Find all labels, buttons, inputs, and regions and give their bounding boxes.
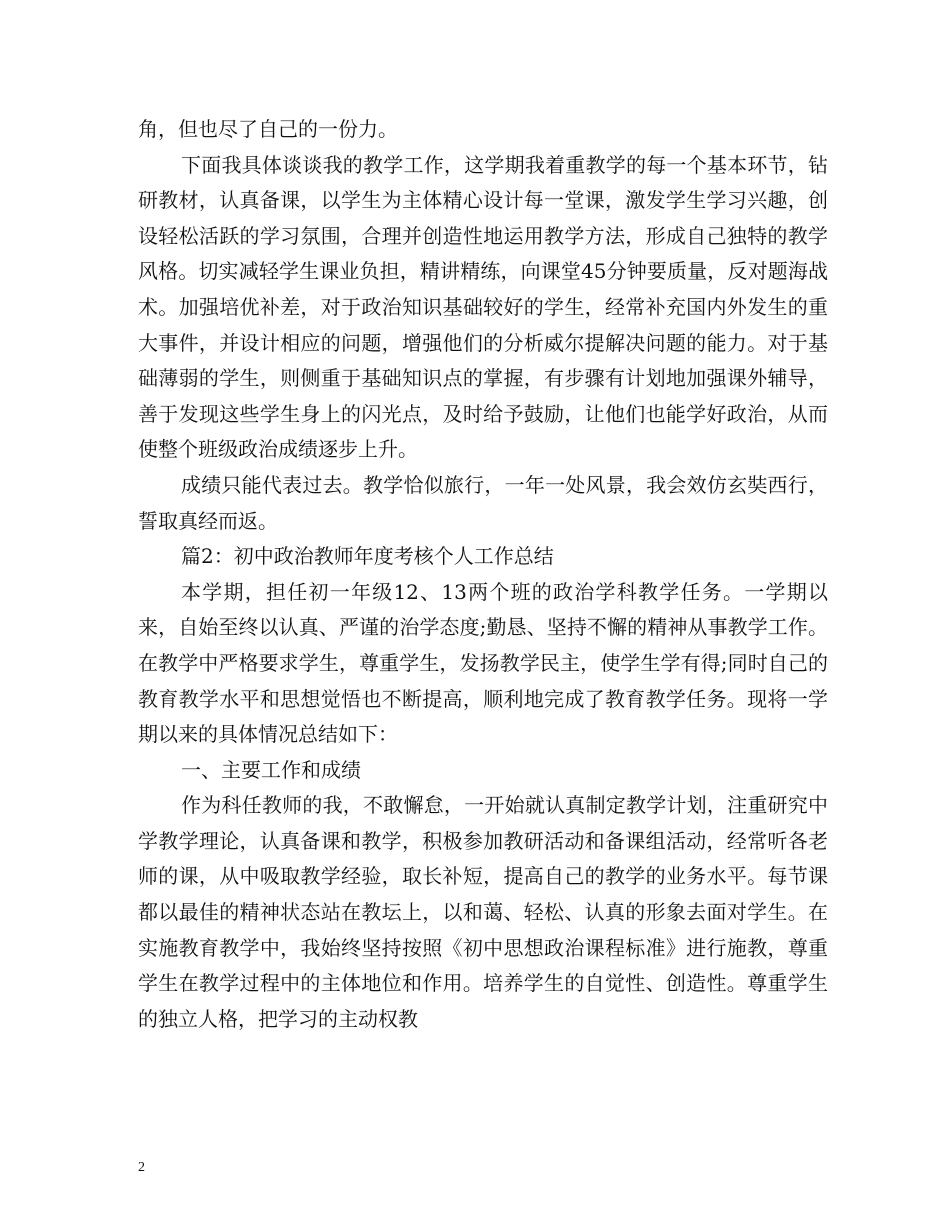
paragraph-results: 成绩只能代表过去。教学恰似旅行，一年一处风景，我会效仿玄奘西行，誓取真经而返。 bbox=[138, 472, 828, 533]
paragraph-continuation: 角，但也尽了自己的一份力。 bbox=[138, 117, 398, 141]
section-title: 篇2：初中政治教师年度考核个人工作总结 bbox=[181, 544, 554, 569]
body-text bbox=[138, 112, 828, 1037]
paragraph-teaching-work: 下面我具体谈谈我的教学工作，这学期我着重教学的每一个基本环节，钻研教材，认真备课，以学生为主体精心设计每一堂课，激发学生学习兴趣，创设轻松活跃的学习氛围，合理并创造性地运用教学方法，形成自己独特的教学风格。切实减轻学生课业负担，精讲精练，向课堂45分钟要质量，反对题海战术。加强培优补差，对于政治知识基础较好的学生，经常补充国内外发生的重大事件，并设计相应的问题，增强他们的分析威尔提解决问题的能力。对于基础薄弱的学生，则侧重于基础知识点的掌握，有步骤有计划地加强课外辅导，善于发现这些学生身上的闪光点，及时给予鼓励，让他们也能学好政治，从而使整个班级政治成绩逐步上升。 bbox=[138, 152, 828, 462]
page-number: 2 bbox=[138, 1160, 145, 1175]
paragraph-semester: 本学期，担任初一年级12、13两个班的政治学科教学任务。一学期以来，自始至终以认真、严谨的治学态度;勤恳、坚持不懈的精神从事教学工作。在教学中严格要求学生，尊重学生，发扬教学民主，使学生学有得;同时自己的教育教学水平和思想觉悟也不断提高，顺利地完成了教育教学任务。现将一学期以来的具体情况总结如下： bbox=[138, 579, 828, 747]
subsection-heading: 一、主要工作和成绩 bbox=[181, 757, 361, 782]
paragraph-main-work: 作为科任教师的我，不敢懈怠，一开始就认真制定教学计划，注重研究中学教学理论，认真备课和教学，积极参加教研活动和备课组活动，经常听各老师的课，从中吸取教学经验，取长补短，提高自己的教学的业务水平。每节课都以最佳的精神状态站在教坛上，以和蔼、轻松、认真的形象去面对学生。在实施教育教学中，我始终坚持按照《初中思想政治课程标准》进行施教，尊重学生在教学过程中的主体地位和作用。培养学生的自觉性、创造性。尊重学生的独立人格，把学习的主动权教 bbox=[138, 793, 828, 1031]
